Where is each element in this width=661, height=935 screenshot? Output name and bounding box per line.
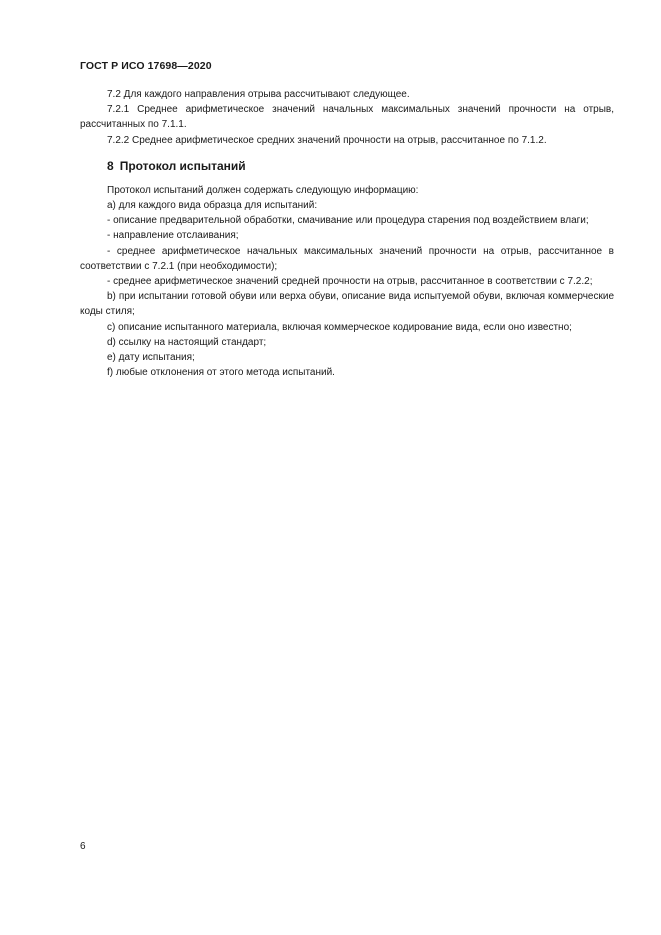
list-subitem-peel-direction: - направление отслаивания; [107, 230, 239, 242]
list-subitem-initial-max-strength: - среднее арифметическое начальных максимальных значений прочности на отрыв, рассчитанное в соответствии с 7.2.1 (при необходимости); [80, 245, 614, 272]
clause-7-2-2: 7.2.2 Среднее арифметическое средних значений прочности на отрыв, рассчитанное по 7.1.2. [107, 134, 547, 146]
list-item-f: f) любые отклонения от этого метода испытаний. [107, 367, 335, 379]
section-8-title: Протокол испытаний [119, 158, 246, 173]
clause-7-2-1: 7.2.1 Среднее арифметическое значений начальных максимальных значений прочности на отрыв, рассчитанных по 7.1.1. [80, 104, 614, 131]
list-item-c: c) описание испытанного материала, включая коммерческое кодирование вида, если оно известно; [107, 321, 572, 333]
clause-7-2: 7.2 Для каждого направления отрыва рассчитывают следующее. [107, 89, 410, 100]
list-subitem-mean-strength: - среднее арифметическое значений средней прочности на отрыв, рассчитанное в соответствии с 7.2.2; [107, 276, 593, 288]
page-number: 6 [80, 841, 86, 852]
section-8-heading [80, 158, 614, 175]
list-subitem-preconditioning: - описание предварительной обработки, смачивание или процедура старения под воздействием влаги; [107, 215, 589, 227]
list-item-e: e) дату испытания; [107, 352, 195, 364]
section-8-intro: Протокол испытаний должен содержать следующую информацию: [107, 184, 419, 196]
list-item-a: a) для каждого вида образца для испытаний: [107, 200, 318, 212]
section-8-number: 8 [107, 158, 114, 173]
document-body [80, 87, 614, 380]
list-item-d: d) ссылку на настоящий стандарт; [107, 336, 267, 348]
list-item-b: b) при испытании готовой обуви или верха обуви, описание вида испытуемой обуви, включая коммерческие коды стиля; [80, 291, 614, 318]
document-header: ГОСТ Р ИСО 17698—2020 [80, 60, 212, 72]
